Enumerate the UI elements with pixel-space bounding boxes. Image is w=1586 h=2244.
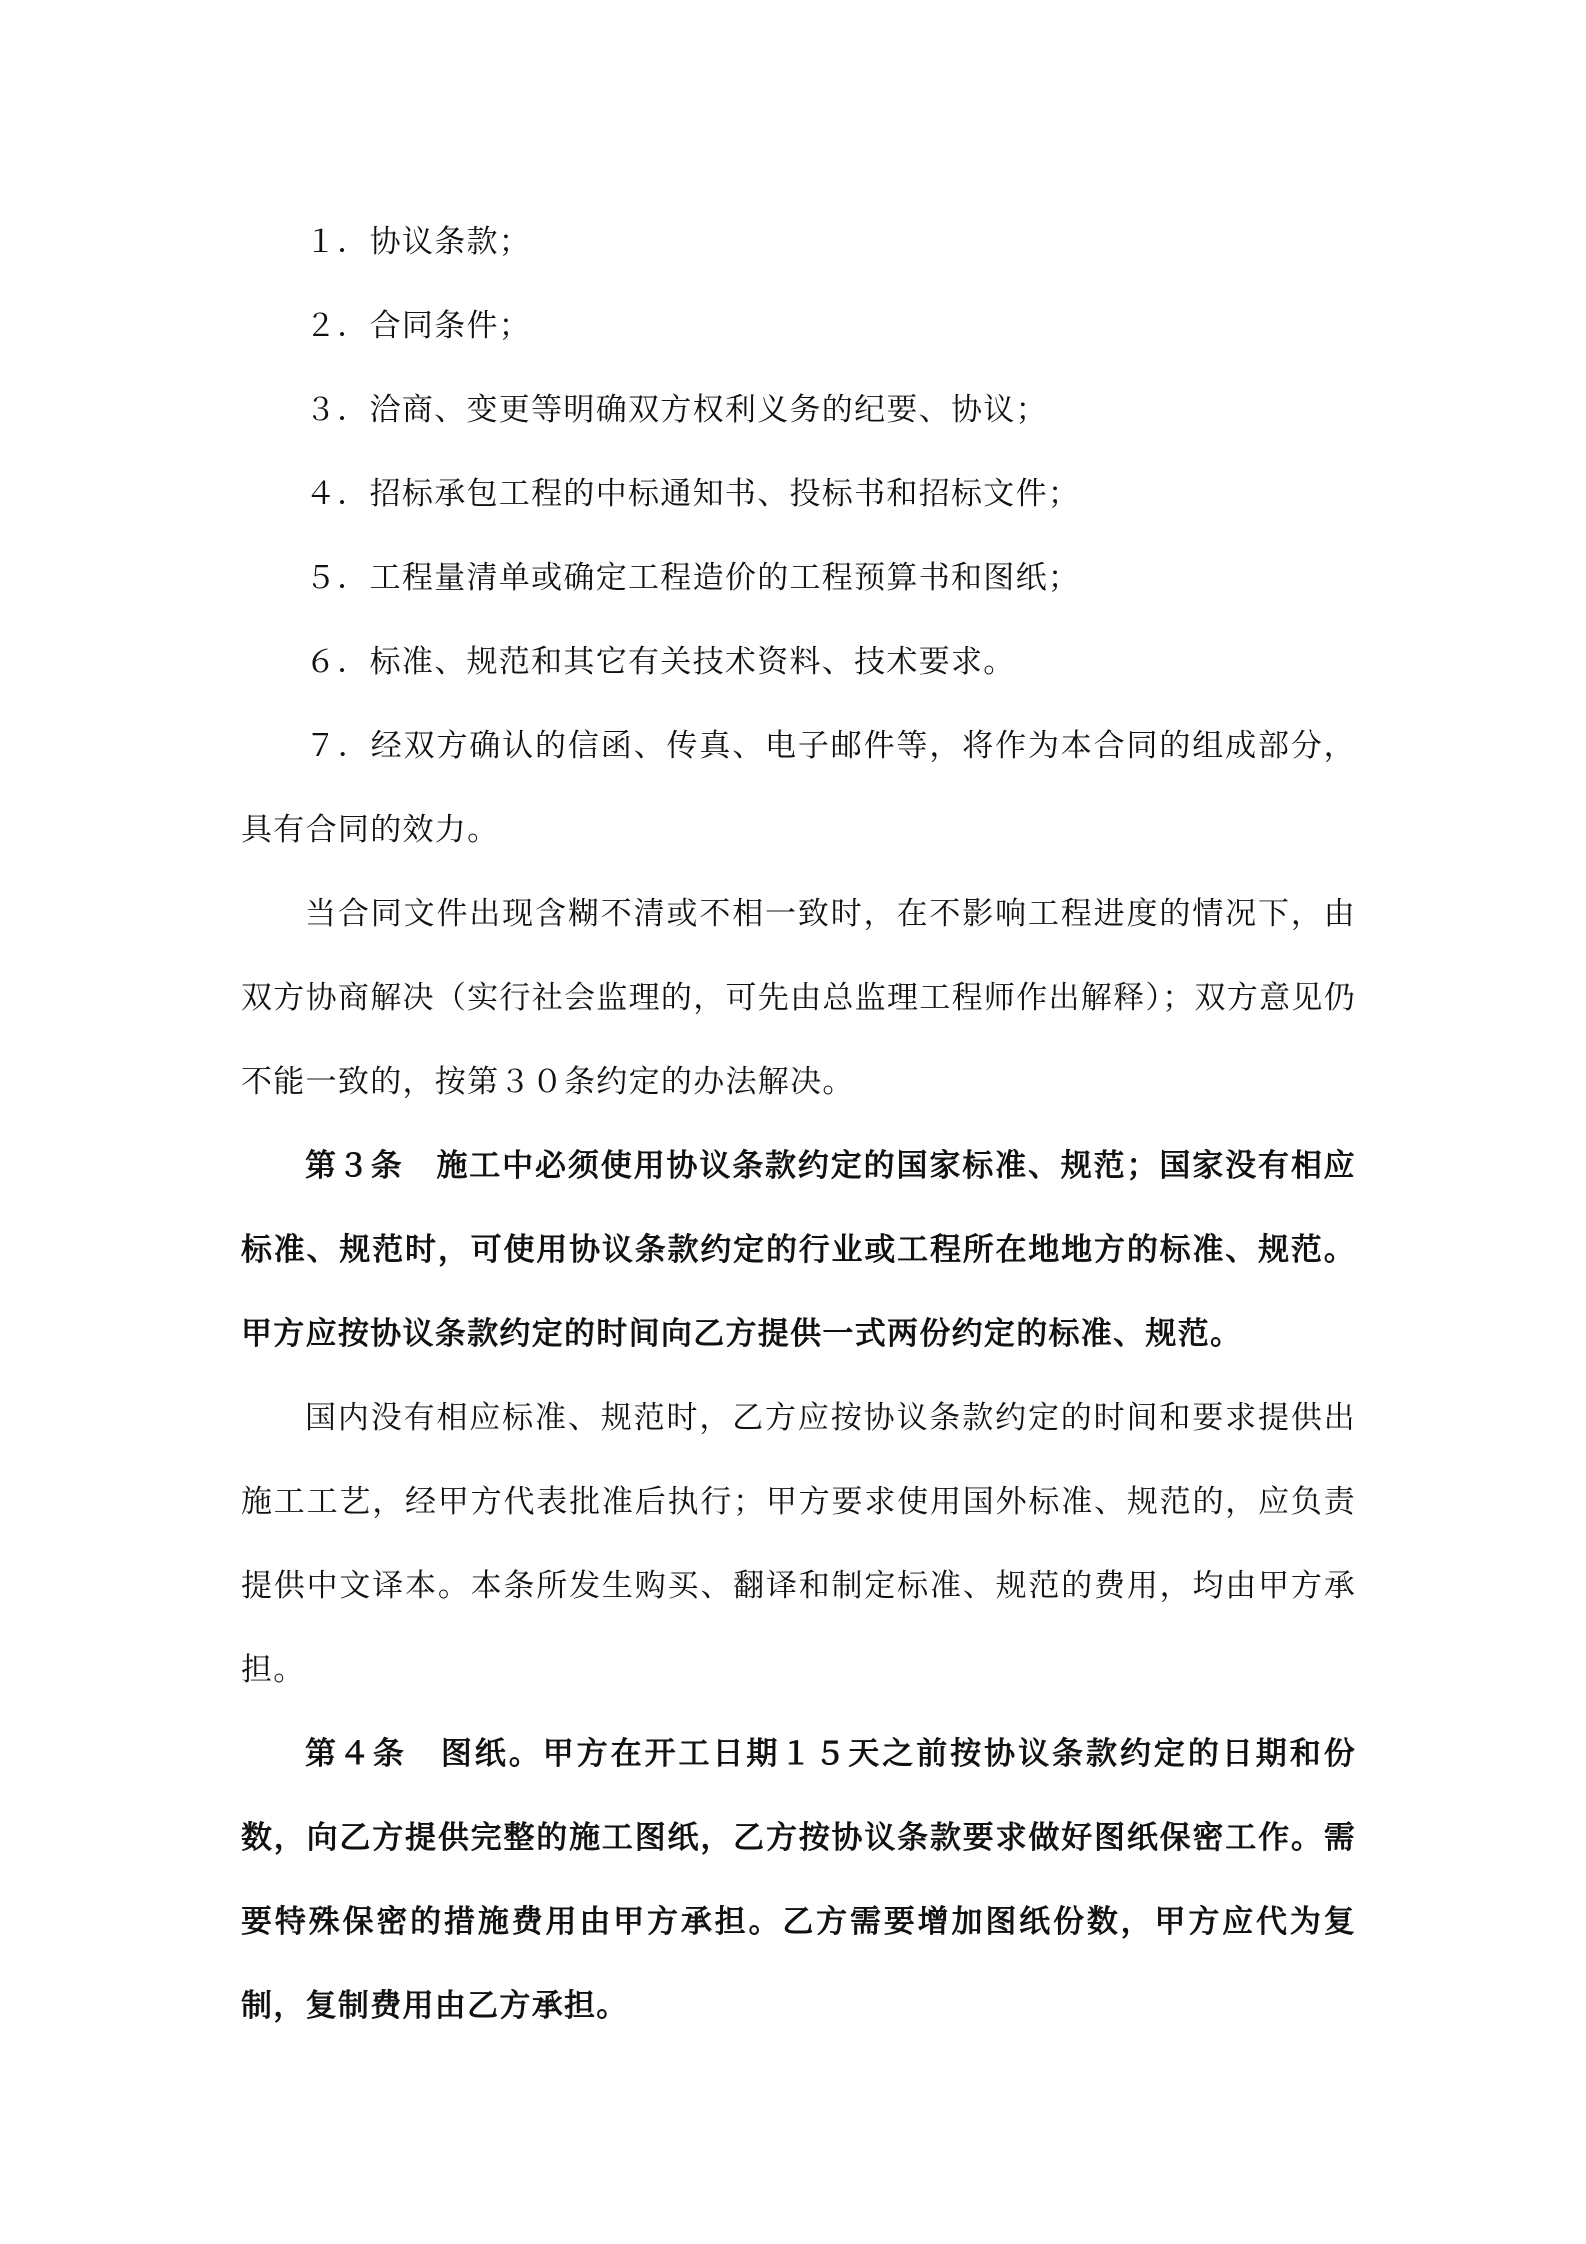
paragraph-domestic-standards: 国内没有相应标准、规范时，乙方应按协议条款约定的时间和要求提供出施工工艺，经甲方代表批准后执行；甲方要求使用国外标准、规范的，应负责提供中文译本。本条所发生购买、翻译和制定标准、规范的费用，均由甲方承担。 (241, 1400, 1356, 1688)
article-4-drawings: 第４条 图纸。甲方在开工日期１５天之前按协议条款约定的日期和份数，向乙方提供完整的施工图纸，乙方按协议条款要求做好图纸保密工作。需要特殊保密的措施费用由甲方承担。乙方需要增加图纸份数，甲方应代为复制，复制费用由乙方承担。 (241, 1736, 1356, 2024)
list-item-standards: ６．标准、规范和其它有关技术资料、技术要求。 (305, 644, 1016, 680)
list-item-bill-of-quantities: ５．工程量清单或确定工程造价的工程预算书和图纸； (305, 560, 1081, 596)
list-item-correspondence: ７．经双方确认的信函、传真、电子邮件等，将作为本合同的组成部分，具有合同的效力。 (241, 728, 1356, 848)
paragraph-ambiguity-resolution: 当合同文件出现含糊不清或不相一致时，在不影响工程进度的情况下，由双方协商解决（实行社会监理的，可先由总监理工程师作出解释）；双方意见仍不能一致的，按第３０条约定的办法解决。 (241, 896, 1356, 1100)
list-item-agreement-terms: １．协议条款； (305, 224, 532, 260)
list-item-contract-conditions: ２．合同条件； (305, 308, 532, 344)
document-body (241, 200, 1356, 2048)
list-item-bid-documents: ４．招标承包工程的中标通知书、投标书和招标文件； (305, 476, 1081, 512)
list-item-negotiation-minutes: ３．洽商、变更等明确双方权利义务的纪要、协议； (305, 392, 1048, 428)
article-3-standards: 第３条 施工中必须使用协议条款约定的国家标准、规范；国家没有相应标准、规范时，可使用协议条款约定的行业或工程所在地地方的标准、规范。甲方应按协议条款约定的时间向乙方提供一式两份约定的标准、规范。 (241, 1148, 1356, 1352)
